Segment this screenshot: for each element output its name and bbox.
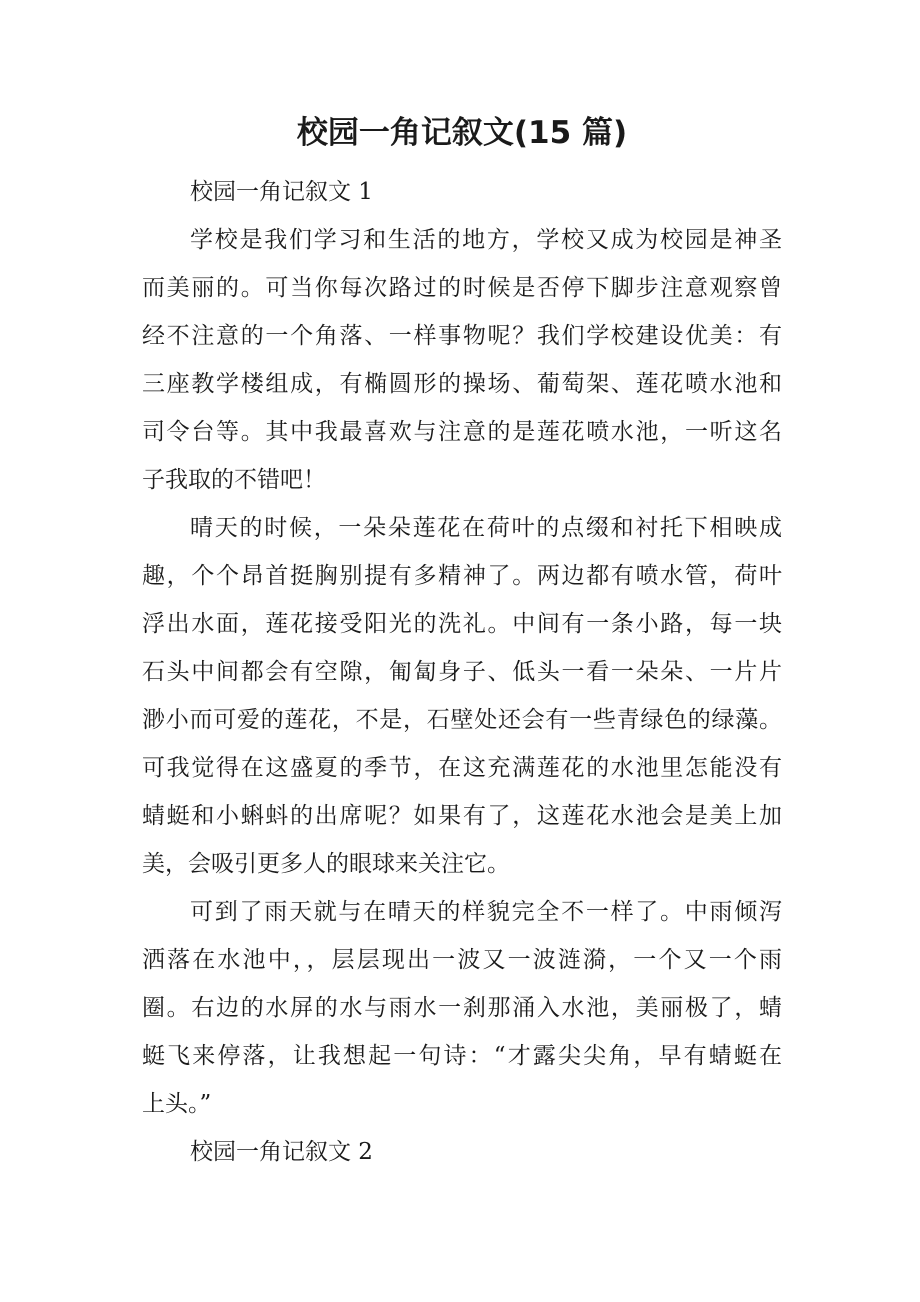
paragraph [142,888,782,1128]
paragraph-line: 可我觉得在这盛夏的季节，在这充满莲花的水池里怎能没有 [142,755,782,781]
paragraph-line: 洒落在水池中，，层层现出一波又一波涟漪，一个又一个雨 [142,947,782,973]
paragraph-line: 经不注意的一个角落、一样事物呢？我们学校建设优美：有 [142,323,782,349]
paragraph-line: 蜓飞来停落，让我想起一句诗：“才露尖尖角，早有蜻蜓在 [142,1043,782,1069]
paragraph [142,504,782,888]
paragraph-line: 趣，个个昂首挺胸别提有多精神了。两边都有喷水管，荷叶 [142,563,782,589]
paragraph-line: 而美丽的。可当你每次路过的时候是否停下脚步注意观察曾 [142,275,782,301]
paragraph-line: 学校是我们学习和生活的地方，学校又成为校园是神圣 [190,227,782,253]
paragraph-line: 浮出水面，莲花接受阳光的洗礼。中间有一条小路，每一块 [142,611,782,637]
paragraph-line: 可到了雨天就与在晴天的样貌完全不一样了。中雨倾泻 [190,899,782,925]
section-heading: 校园一角记叙文 2 [190,1139,373,1165]
paragraph-line: 上头。” [142,1091,212,1117]
paragraph-line: 石头中间都会有空隙，匍匐身子、低头一看一朵朵、一片片 [142,659,782,685]
paragraph [142,216,782,504]
paragraph-line: 司令台等。其中我最喜欢与注意的是莲花喷水池，一听这名 [142,419,782,445]
paragraph-line: 晴天的时候，一朵朵莲花在荷叶的点缀和衬托下相映成 [190,515,782,541]
section-heading: 校园一角记叙文 1 [190,179,373,205]
document-title: 校园一角记叙文(15 篇) [296,115,628,151]
paragraph-line: 子我取的不错吧！ [142,467,326,493]
paragraph-line: 蜻蜓和小蝌蚪的出席呢？如果有了，这莲花水池会是美上加 [142,803,782,829]
paragraph-line: 美，会吸引更多人的眼球来关注它。 [142,851,510,877]
paragraph-line: 渺小而可爱的莲花，不是，石壁处还会有一些青绿色的绿藻。 [142,707,782,733]
paragraph-line: 圈。右边的水屏的水与雨水一刹那涌入水池，美丽极了，蜻 [142,995,782,1021]
paragraph-line: 三座教学楼组成，有椭圆形的操场、葡萄架、莲花喷水池和 [142,371,782,397]
